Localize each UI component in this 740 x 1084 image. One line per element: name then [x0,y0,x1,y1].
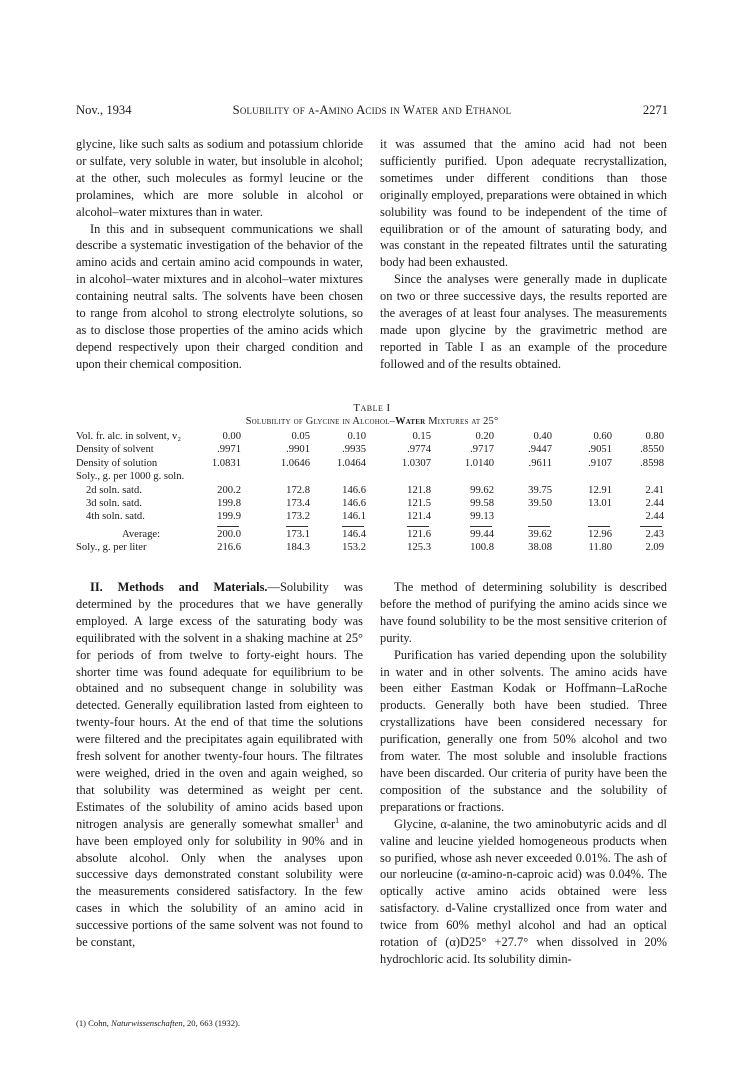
density-solvent-row [76,443,668,456]
table-cell: 0.15 [412,431,431,442]
satd-2d-row [76,484,668,497]
table-cell: 0.00 [222,431,241,442]
paragraph: Purification has varied depending upon the solubility in water and in other solvents. The amino acids have been either Eastman Kodak or Hoffmann–LaRoche products. Generally both have been studied. Three crystallizations have been considered necessary for purification, generally one from 50% alcohol and two from water. The most soluble and insoluble fractions have been discarded. Our criteria of purity have been the composition of the substance and the solubility of preparations or fractions. [380,647,667,814]
table-cell: .9774 [407,444,431,456]
paragraph: Glycine, α-alanine, the two aminobutyric acids and dl valine and leucine yielded homogeneous products when so purified, whose ash never exceeded 0.01%. The ash of our norleucine (α-amino-n-caproic acid) was 0.04%. The optically active amino acids obtained were less satisfactory. d-Valine crystallized once from water and twice from 60% methyl alcohol and had an optical rotation of (α)D25° +27.7° when dissolved in 20% hydrochloric acid. Its solubility dimin- [380,816,667,966]
table-title [76,416,668,427]
table-cell: 1.0140 [464,457,494,469]
table-cell: 0.10 [347,431,366,442]
table-cell: 216.6 [217,542,241,554]
footnote-post: 20, 663 (1932). [184,1018,240,1028]
sum-rule [470,526,492,527]
table-cell: 172.8 [286,484,310,496]
paragraph: The method of determining solubility is described before the method of purifying the amino acids since we have found solubility to be the most sensitive criterion of purity. [380,580,667,645]
row-label: 3d soln. satd. [86,497,142,509]
row-label: Average: [122,528,161,540]
table-title-bold: Water [395,416,426,427]
table-cell: 99.44 [470,528,494,540]
table-cell: .9717 [470,444,494,456]
table-cell: 1.0831 [211,457,241,469]
page-number: 2271 [642,103,668,117]
table-cell: 146.6 [342,484,366,496]
table-body [76,430,668,555]
vol-fr-row [76,430,668,443]
bottom-left-column [76,579,363,951]
table-cell: 2.41 [645,484,664,496]
table-cell: 121.5 [407,497,431,509]
row-label: 2d soln. satd. [86,484,142,496]
section-number: II. [90,580,103,594]
table-cell: 121.8 [407,484,431,496]
footnote-ref[interactable]: 1 [335,815,340,825]
footnote-pre: (1) Cohn, [76,1018,112,1028]
table-cell: 99.13 [470,511,494,523]
sum-rule [528,526,550,527]
running-header [76,103,668,121]
table-cell: 12.96 [588,528,612,540]
table-cell: 153.2 [342,542,366,554]
table-cell: .9935 [342,444,366,456]
paragraph: In this and in subsequent communications we shall describe a systematic investigation of the behavior of the amino acids and certain amino acid compounds in water, in alcohol–water mixtures and in alcohol–water mixtures containing neutral salts. The solvents have been chosen to range from alcohol to strong electrolyte solutions, so as to disclose those properties of the amino acids which depend respectively upon their charged condition and upon their chemical composition. [76,221,363,371]
table-cell: .9447 [528,444,552,456]
table-cell: 1.0464 [336,457,366,469]
table-cell: 199.8 [217,497,241,509]
section-text: —Solubility was determined by the procedures that we have generally employed. A large excess of the saturating body was equilibrated with the solvent in a shaking machine at 25° for periods of from twelve to forty-eight hours. The shorter time was found adequate for equilibrium to be obtained and no subsequent change in solubility was detected. Generally equilibration lasted from eighteen to twenty-four hours. At the end of that time the solutions were filtered and the precipitates again equilibrated with fresh solvent for another twenty-four hours. The filtrates were weighed, dried in the oven and again weighed, so that solubility was determined as weight per cent. Estimates of the solubility of amino acids based upon nitrogen analysis are generally somewhat smaller [76,580,363,831]
table-cell: 184.3 [286,542,310,554]
table-cell: 199.9 [217,511,241,523]
table-cell: 146.1 [342,511,366,523]
sum-rule [588,526,610,527]
table-cell: .8598 [640,457,664,469]
table-cell: 146.6 [342,497,366,509]
row-label: Vol. fr. alc. in solvent, v₂ [76,431,182,442]
table-cell: 121.6 [407,528,431,540]
paragraph: glycine, like such salts as sodium and potassium chloride or sulfate, very soluble in water, but insoluble in alcohol; at the other, such molecules as formyl leucine or the prolamines, which are more soluble in alcohol or alcohol–water mixtures than in water. [76,137,363,219]
table-cell: 39.62 [528,528,552,540]
table-cell: 0.40 [533,431,552,442]
table-cell: 1.0307 [401,457,431,469]
table-cell: .9611 [528,457,552,469]
sum-rule [407,526,429,527]
table-cell: 39.50 [528,497,552,509]
table-cell: 2.43 [645,528,664,540]
row-label: Soly., g. per liter [76,542,147,554]
top-left-column [76,136,363,373]
table-cell: 0.05 [291,431,310,442]
table-cell: .9051 [588,444,612,456]
table-cell: 146.4 [342,528,366,540]
table-label: Table I [353,402,391,414]
table-cell: 100.8 [470,542,494,554]
table-cell: 2.44 [645,497,664,509]
table-cell: 2.09 [645,542,664,554]
table-cell: 1.0646 [280,457,310,469]
bottom-right-column [380,579,667,968]
table-cell: .8550 [640,444,664,456]
header-title: Solubility of α-Amino Acids in Water and Ethanol [232,103,512,117]
row-label: Soly., g. per 1000 g. soln. [76,471,185,483]
table-cell: 0.80 [645,431,664,442]
row-label: 4th soln. satd. [86,511,145,523]
table-title-pre: Solubility of Glycine in Alcohol– [245,416,396,427]
table-cell: 173.4 [286,497,310,509]
table-cell: 0.60 [593,431,612,442]
table-cell: .9971 [217,444,241,456]
table-title-post: Mixtures at 25° [425,416,499,427]
paragraph: it was assumed that the amino acid had not been sufficiently purified. Upon adequate recrystallization, sometimes under different conditions than those originally employed, preparations were obtained in which solubility was found to be independent of the time of equilibration or of the amount of saturating body, and was constant in the repeated filtrates until the saturating body had been exhausted. [380,137,667,270]
header-date: Nov., 1934 [76,103,132,117]
table-cell: 39.75 [528,484,552,496]
top-right-column [380,136,667,373]
paragraph [76,579,363,951]
row-label: Density of solution [76,457,158,469]
table-cell: 13.01 [588,497,612,509]
solubility-header-row [76,470,668,483]
table-cell: 12.91 [588,484,612,496]
footnote [76,1018,366,1029]
per-liter-row [76,541,668,554]
table-cell: .9901 [286,444,310,456]
density-solution-row [76,457,668,470]
section-title: Methods and Materials. [117,580,268,594]
table-cell: .9107 [588,457,612,469]
table-cell: 200.2 [217,484,241,496]
table-cell: 173.1 [286,528,310,540]
sum-rule [217,526,239,527]
section-text-cont: and have been employed only for solubility in 90% and in absolute alcohol. Only when the analyses upon successive days demonstrated constant solubility were the measurements considered satisfactory. In the few cases in which the solubility of an amino acid in successive portions of the same solvent was not found to be constant, [76,816,363,950]
sum-rule [286,526,308,527]
satd-3d-row [76,497,668,510]
table-cell: 121.4 [407,511,431,523]
row-label: Density of solvent [76,444,154,456]
table-cell: 38.08 [528,542,552,554]
footnote-journal: Naturwissenschaften, [111,1018,185,1028]
satd-4th-row [76,510,668,523]
table-cell: 200.0 [217,528,241,540]
sum-rule [342,526,364,527]
table-cell: 99.62 [470,484,494,496]
sum-rule [640,526,662,527]
table-cell: 0.20 [475,431,494,442]
table-cell: 99.58 [470,497,494,509]
table-1 [76,402,668,555]
table-cell: 125.3 [407,542,431,554]
average-row [76,528,668,541]
table-cell: 173.2 [286,511,310,523]
table-cell: 2.44 [645,511,664,523]
paragraph: Since the analyses were generally made in duplicate on two or three successive days, the results reported are the averages of at least four analyses. The measurements made upon glycine by the gravimetric method are reported in Table I as an example of the procedure followed and of the results obtained. [380,272,667,371]
table-cell: 11.80 [588,542,612,554]
